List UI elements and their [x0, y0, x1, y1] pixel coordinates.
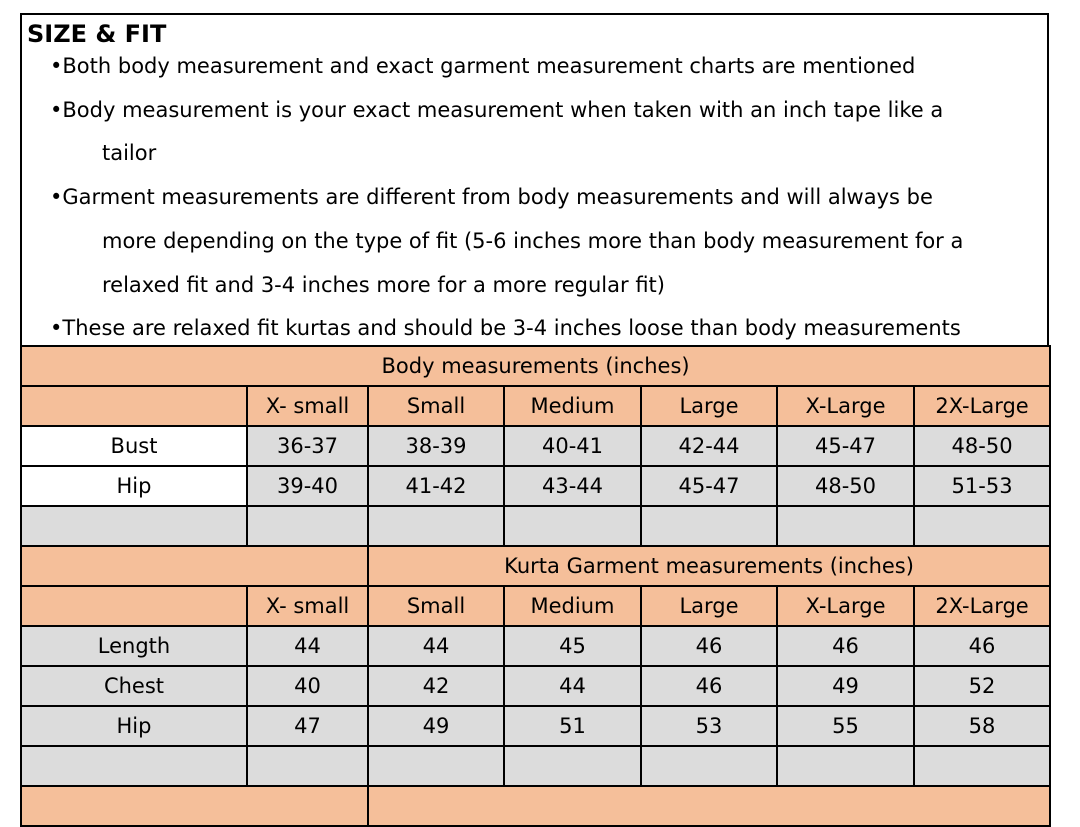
empty-cell: [21, 746, 247, 786]
table-cell: 42-44: [641, 426, 777, 466]
row-label: Hip: [21, 466, 247, 506]
empty-cell: [247, 746, 368, 786]
garment-title-blank: [21, 546, 368, 586]
row-label: Length: [21, 626, 247, 666]
empty-cell: [777, 506, 914, 546]
table-row: [21, 706, 1050, 746]
size-header: Medium: [504, 586, 641, 626]
size-header: Large: [641, 386, 777, 426]
empty-cell: [914, 746, 1050, 786]
row-label: Hip: [21, 706, 247, 746]
empty-cell: [368, 506, 504, 546]
body-size-header-row: [21, 386, 1050, 426]
table-row: [21, 626, 1050, 666]
body-table-title: Body measurements (inches): [21, 346, 1050, 386]
empty-cell: [641, 746, 777, 786]
table-cell: 46: [641, 666, 777, 706]
cutoff-cell: [368, 786, 1050, 826]
bullet-4: •These are relaxed fit kurtas and should be 3-4 inches loose than body measurements: [50, 316, 961, 340]
size-header: Medium: [504, 386, 641, 426]
size-header: X- small: [247, 386, 368, 426]
table-row: [21, 426, 1050, 466]
row-label: Chest: [21, 666, 247, 706]
garment-size-header-row: [21, 586, 1050, 626]
table-cell: 46: [641, 626, 777, 666]
size-header: 2X-Large: [914, 586, 1050, 626]
empty-cell: [641, 506, 777, 546]
table-cell: 42: [368, 666, 504, 706]
header-corner-cell: [21, 386, 247, 426]
table-cell: 52: [914, 666, 1050, 706]
table-cell: 51-53: [914, 466, 1050, 506]
garment-title-row: [21, 546, 1050, 586]
table-cell: 38-39: [368, 426, 504, 466]
row-label: Bust: [21, 426, 247, 466]
cutoff-row: [21, 786, 1050, 826]
cutoff-cell: [21, 786, 368, 826]
empty-cell: [777, 746, 914, 786]
empty-cell: [504, 506, 641, 546]
section-title: SIZE & FIT: [27, 20, 167, 48]
table-cell: 39-40: [247, 466, 368, 506]
size-header: Small: [368, 386, 504, 426]
empty-row: [21, 746, 1050, 786]
bullet-2: •Body measurement is your exact measurement when taken with an inch tape like a: [50, 98, 944, 122]
table-cell: 43-44: [504, 466, 641, 506]
empty-cell: [914, 506, 1050, 546]
bullet-3-continuation-2: relaxed fit and 3-4 inches more for a more regular fit): [102, 273, 665, 297]
size-header: Small: [368, 586, 504, 626]
size-header: Large: [641, 586, 777, 626]
table-cell: 48-50: [777, 466, 914, 506]
bullet-3-continuation-1: more depending on the type of fit (5-6 inches more than body measurement for a: [102, 229, 964, 253]
table-cell: 45: [504, 626, 641, 666]
size-table: [20, 345, 1051, 827]
bullet-3: •Garment measurements are different from body measurements and will always be: [50, 185, 933, 209]
table-cell: 46: [777, 626, 914, 666]
table-cell: 47: [247, 706, 368, 746]
table-cell: 45-47: [777, 426, 914, 466]
body-title-row: [21, 346, 1050, 386]
header-corner-cell: [21, 586, 247, 626]
empty-cell: [21, 506, 247, 546]
table-cell: 46: [914, 626, 1050, 666]
table-row: [21, 666, 1050, 706]
table-cell: 40-41: [504, 426, 641, 466]
table-cell: 51: [504, 706, 641, 746]
table-cell: 40: [247, 666, 368, 706]
table-cell: 53: [641, 706, 777, 746]
measurement-tables: [20, 345, 1049, 827]
empty-cell: [504, 746, 641, 786]
empty-cell: [247, 506, 368, 546]
table-cell: 55: [777, 706, 914, 746]
table-cell: 41-42: [368, 466, 504, 506]
table-cell: 58: [914, 706, 1050, 746]
empty-row: [21, 506, 1050, 546]
table-cell: 48-50: [914, 426, 1050, 466]
size-header: X-Large: [777, 386, 914, 426]
size-header: X-Large: [777, 586, 914, 626]
table-cell: 49: [368, 706, 504, 746]
garment-table-title: Kurta Garment measurements (inches): [368, 546, 1050, 586]
bullet-1: •Both body measurement and exact garment measurement charts are mentioned: [50, 54, 916, 78]
table-cell: 36-37: [247, 426, 368, 466]
table-cell: 49: [777, 666, 914, 706]
table-cell: 45-47: [641, 466, 777, 506]
empty-cell: [368, 746, 504, 786]
table-cell: 44: [247, 626, 368, 666]
size-header: X- small: [247, 586, 368, 626]
table-cell: 44: [368, 626, 504, 666]
table-row: [21, 466, 1050, 506]
size-header: 2X-Large: [914, 386, 1050, 426]
table-cell: 44: [504, 666, 641, 706]
bullet-2-continuation: tailor: [102, 141, 157, 165]
